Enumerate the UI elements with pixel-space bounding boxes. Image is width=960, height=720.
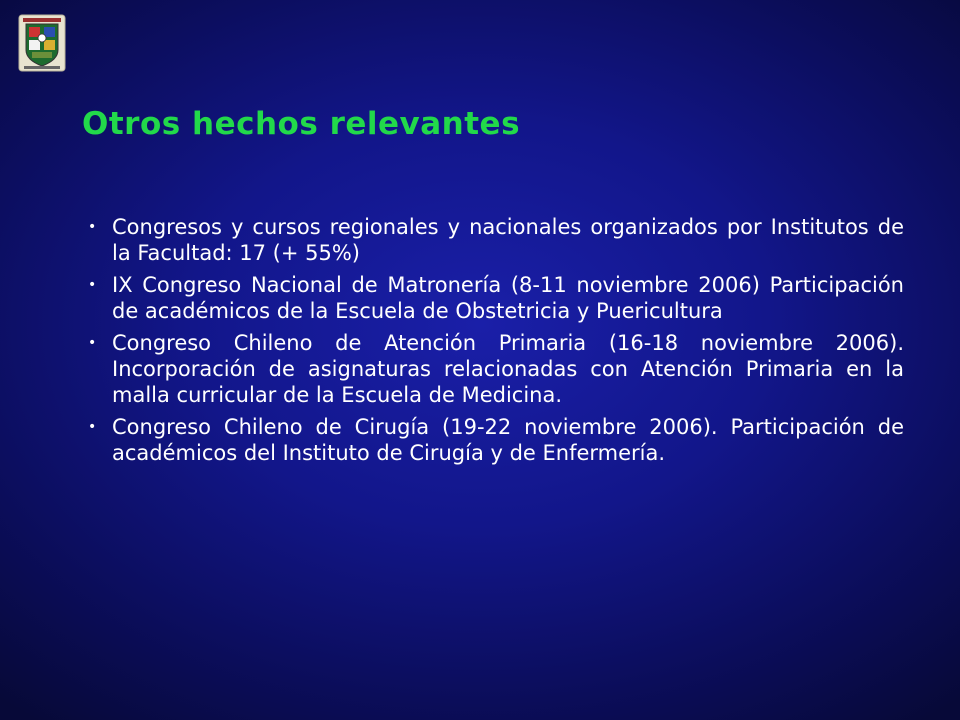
bullet-icon: • — [88, 335, 97, 351]
bullet-text: IX Congreso Nacional de Matronería (8-11 noviembre 2006) Participación de académicos de la Escuela de Obstetricia y Puericultura — [112, 273, 904, 323]
bullet-text: Congreso Chileno de Atención Primaria (16-18 noviembre 2006). Incorporación de asignaturas relacionadas con Atención Primaria en la malla curricular de la Escuela de Medicina. — [112, 331, 904, 407]
bullet-text: Congresos y cursos regionales y nacionales organizados por Institutos de la Facultad: 17 (+ 55%) — [112, 215, 904, 265]
bullet-icon: • — [88, 419, 97, 435]
list-item — [84, 214, 904, 266]
bullet-list — [84, 214, 904, 472]
slide-title: Otros hechos relevantes — [82, 106, 521, 142]
list-item — [84, 330, 904, 408]
bullet-icon: • — [88, 277, 97, 293]
list-item — [84, 414, 904, 466]
bullet-icon: • — [88, 219, 97, 235]
bullet-text: Congreso Chileno de Cirugía (19-22 noviembre 2006). Participación de académicos del Instituto de Cirugía y de Enfermería. — [112, 415, 904, 465]
university-crest-icon — [18, 14, 66, 72]
list-item — [84, 272, 904, 324]
